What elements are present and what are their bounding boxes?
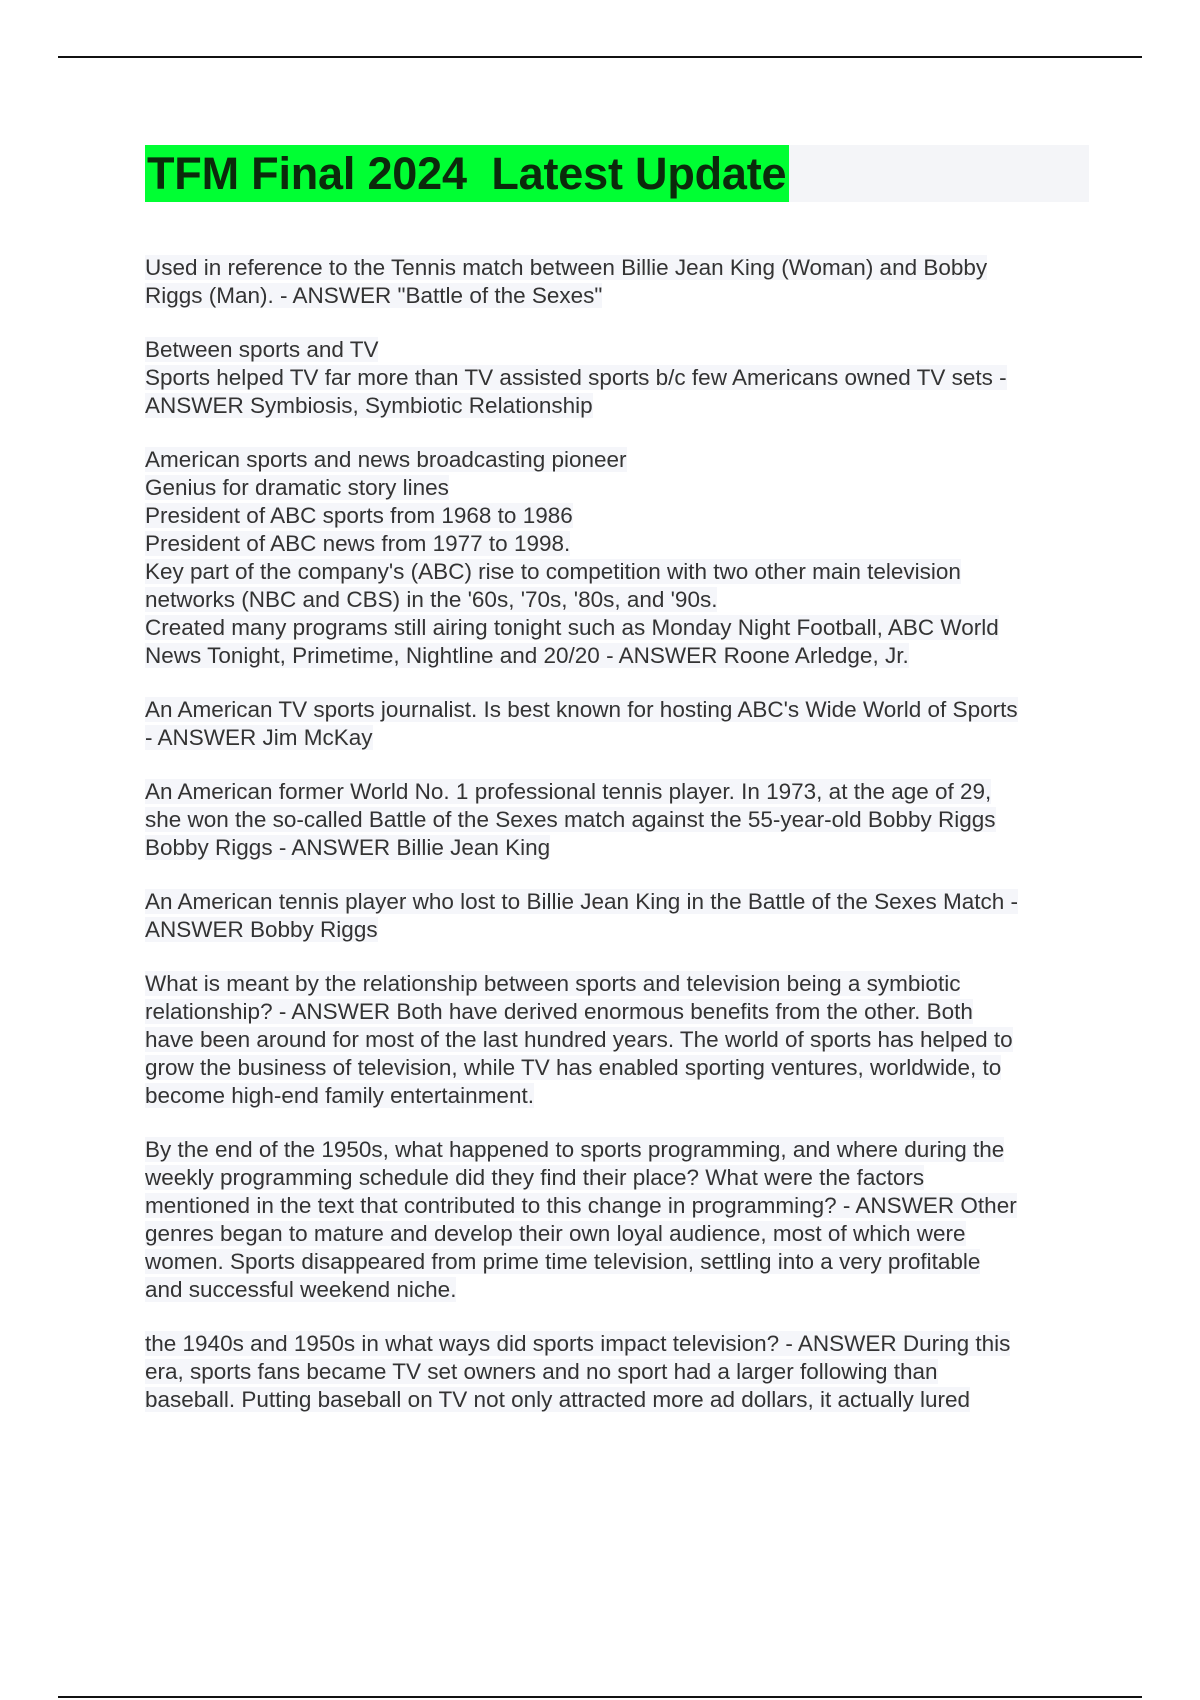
qa-line-text: Used in reference to the Tennis match between Billie Jean King (Woman) and Bobby bbox=[145, 255, 988, 280]
qa-line bbox=[145, 282, 1091, 310]
qa-entry bbox=[145, 446, 1091, 670]
qa-line bbox=[145, 1054, 1091, 1082]
qa-line bbox=[145, 888, 1091, 916]
qa-line-text: networks (NBC and CBS) in the '60s, '70s, '80s, and '90s. bbox=[145, 587, 718, 612]
qa-line-text: relationship? - ANSWER Both have derived enormous benefits from the other. Both bbox=[145, 999, 973, 1024]
qa-line bbox=[145, 1358, 1091, 1386]
qa-line-text: the 1940s and 1950s in what ways did sports impact television? - ANSWER During this bbox=[145, 1331, 1011, 1356]
qa-content bbox=[145, 254, 1091, 1440]
qa-line bbox=[145, 778, 1091, 806]
qa-line-text: News Tonight, Primetime, Nightline and 20/20 - ANSWER Roone Arledge, Jr. bbox=[145, 643, 909, 668]
qa-line-text: ANSWER Symbiosis, Symbiotic Relationship bbox=[145, 393, 593, 418]
qa-line-text: Riggs (Man). - ANSWER "Battle of the Sexes" bbox=[145, 283, 603, 308]
qa-line-text: baseball. Putting baseball on TV not only attracted more ad dollars, it actually lured bbox=[145, 1387, 971, 1412]
qa-entry bbox=[145, 888, 1091, 944]
qa-line bbox=[145, 1082, 1091, 1110]
qa-line-text: An American TV sports journalist. Is best known for hosting ABC's Wide World of Sports bbox=[145, 697, 1018, 722]
qa-line-text: become high-end family entertainment. bbox=[145, 1083, 534, 1108]
qa-line-text: she won the so-called Battle of the Sexes match against the 55-year-old Bobby Riggs bbox=[145, 807, 996, 832]
qa-line bbox=[145, 1136, 1091, 1164]
qa-entry bbox=[145, 1330, 1091, 1414]
qa-entry bbox=[145, 336, 1091, 420]
qa-line bbox=[145, 1248, 1091, 1276]
qa-line-text: Key part of the company's (ABC) rise to competition with two other main television bbox=[145, 559, 961, 584]
qa-line bbox=[145, 336, 1091, 364]
qa-entry bbox=[145, 696, 1091, 752]
qa-entry bbox=[145, 970, 1091, 1110]
qa-line bbox=[145, 1164, 1091, 1192]
qa-line-text: era, sports fans became TV set owners and no sport had a larger following than bbox=[145, 1359, 938, 1384]
qa-line bbox=[145, 1026, 1091, 1054]
qa-line-text: women. Sports disappeared from prime time television, settling into a very profitable bbox=[145, 1249, 981, 1274]
bottom-rule bbox=[58, 1696, 1142, 1698]
qa-line bbox=[145, 1192, 1091, 1220]
qa-line bbox=[145, 392, 1091, 420]
qa-line bbox=[145, 834, 1091, 862]
qa-line bbox=[145, 696, 1091, 724]
qa-line bbox=[145, 558, 1091, 586]
qa-line-text: By the end of the 1950s, what happened to sports programming, and where during the bbox=[145, 1137, 1005, 1162]
qa-line bbox=[145, 364, 1091, 392]
qa-line bbox=[145, 586, 1091, 614]
qa-line-text: grow the business of television, while TV has enabled sporting ventures, worldwide, to bbox=[145, 1055, 1002, 1080]
qa-line bbox=[145, 806, 1091, 834]
qa-entry bbox=[145, 254, 1091, 310]
qa-line bbox=[145, 502, 1091, 530]
qa-line-text: An American tennis player who lost to Billie Jean King in the Battle of the Sexes Match - bbox=[145, 889, 1018, 914]
top-rule bbox=[58, 56, 1142, 58]
qa-line-text: Between sports and TV bbox=[145, 337, 379, 362]
qa-line-text: Created many programs still airing tonight such as Monday Night Football, ABC World bbox=[145, 615, 999, 640]
qa-line bbox=[145, 474, 1091, 502]
qa-line-text: Sports helped TV far more than TV assisted sports b/c few Americans owned TV sets - bbox=[145, 365, 1007, 390]
qa-line bbox=[145, 724, 1091, 752]
qa-line bbox=[145, 1386, 1091, 1414]
qa-line bbox=[145, 530, 1091, 558]
qa-line bbox=[145, 1276, 1091, 1304]
qa-line-text: President of ABC news from 1977 to 1998. bbox=[145, 531, 571, 556]
qa-entry bbox=[145, 778, 1091, 862]
qa-line-text: Genius for dramatic story lines bbox=[145, 475, 449, 500]
qa-line bbox=[145, 1220, 1091, 1248]
qa-line bbox=[145, 1330, 1091, 1358]
qa-line-text: American sports and news broadcasting pioneer bbox=[145, 447, 627, 472]
qa-line-text: genres began to mature and develop their own loyal audience, most of which were bbox=[145, 1221, 966, 1246]
qa-line-text: - ANSWER Jim McKay bbox=[145, 725, 373, 750]
qa-line-text: weekly programming schedule did they find their place? What were the factors bbox=[145, 1165, 925, 1190]
qa-line bbox=[145, 970, 1091, 998]
document-title: TFM Final 2024 Latest Update bbox=[145, 145, 789, 202]
qa-line bbox=[145, 998, 1091, 1026]
qa-line-text: and successful weekend niche. bbox=[145, 1277, 457, 1302]
qa-line-text: mentioned in the text that contributed to this change in programming? - ANSWER Other bbox=[145, 1193, 1017, 1218]
qa-line-text: An American former World No. 1 professional tennis player. In 1973, at the age of 29, bbox=[145, 779, 992, 804]
qa-line bbox=[145, 642, 1091, 670]
qa-line bbox=[145, 446, 1091, 474]
qa-line-text: Bobby Riggs - ANSWER Billie Jean King bbox=[145, 835, 551, 860]
qa-line-text: ANSWER Bobby Riggs bbox=[145, 917, 378, 942]
qa-entry bbox=[145, 1136, 1091, 1304]
qa-line-text: President of ABC sports from 1968 to 1986 bbox=[145, 503, 573, 528]
qa-line-text: have been around for most of the last hundred years. The world of sports has helped to bbox=[145, 1027, 1013, 1052]
qa-line bbox=[145, 614, 1091, 642]
qa-line bbox=[145, 254, 1091, 282]
qa-line bbox=[145, 916, 1091, 944]
qa-line-text: What is meant by the relationship between sports and television being a symbiotic bbox=[145, 971, 961, 996]
